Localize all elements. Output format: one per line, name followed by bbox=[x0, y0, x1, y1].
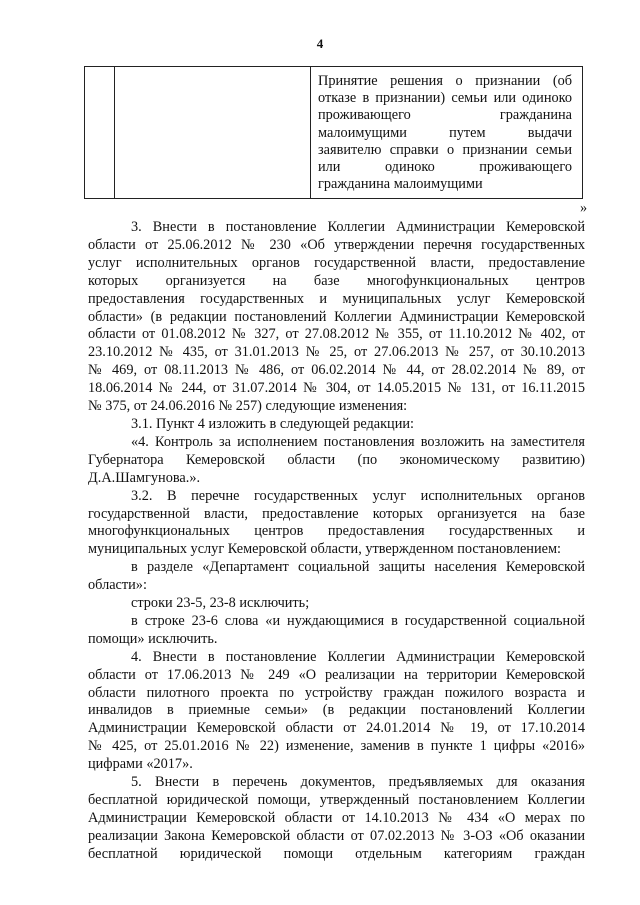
paragraph-line: области от 17.06.2013 № 249 «О реализации на территории Кемеровской bbox=[88, 666, 585, 683]
paragraph-line: Губернатора Кемеровской области (по экономическому развитию) bbox=[88, 451, 585, 468]
paragraph-line: области» (в редакции постановлений Коллегии Администрации Кемеровской bbox=[88, 308, 585, 325]
paragraph-line: инвалидов в приемные семьи» (в редакции постановлений Коллегии bbox=[88, 702, 585, 719]
table-text-line: отказе в признании) семьи или одиноко bbox=[318, 90, 572, 107]
paragraph-line: услуг исполнительных органов государственной власти, предоставление bbox=[88, 254, 585, 271]
paragraph-line: 3.1. Пункт 4 изложить в следующей редакции: bbox=[131, 415, 414, 432]
paragraph-line: в разделе «Департамент социальной защиты населения Кемеровской bbox=[131, 559, 585, 576]
paragraph-line: Администрации Кемеровской области от 14.10.2013 № 434 «О мерах по bbox=[88, 809, 585, 826]
table-text-line: гражданина малоимущими bbox=[318, 176, 483, 193]
table-row bbox=[85, 67, 583, 199]
paragraph-line: 5. Внести в перечень документов, предъявляемых для оказания bbox=[131, 774, 585, 791]
paragraph-line: области пилотного проекта по устройству граждан пожилого возраста и bbox=[88, 684, 585, 701]
paragraph-line: бесплатной юридической помощи отдельным категориям граждан bbox=[88, 845, 585, 862]
paragraph-line: которых организуется на базе многофункциональных центров bbox=[88, 272, 585, 289]
paragraph-line: 18.06.2014 № 244, от 31.07.2014 № 304, от 14.05.2015 № 131, от 16.11.2015 bbox=[88, 380, 585, 397]
table-cell-number bbox=[85, 67, 115, 199]
services-table bbox=[84, 66, 583, 199]
paragraph-line: реализации Закона Кемеровской области от 07.02.2013 № 3-ОЗ «Об оказании bbox=[88, 827, 585, 844]
closing-quote: » bbox=[580, 200, 588, 216]
paragraph-line: № 375, от 24.06.2016 № 257) следующие изменения: bbox=[88, 398, 408, 415]
paragraph-line: предоставления государственных и муниципальных услуг Кемеровской bbox=[88, 290, 585, 307]
paragraph-line: муниципальных услуг Кемеровской области, утвержденном постановлением: bbox=[88, 541, 561, 558]
table-text-line: или одиноко проживающего bbox=[318, 159, 572, 176]
paragraph-line: области»: bbox=[88, 577, 147, 594]
paragraph-line: государственной власти, предоставление которых организуется на базе bbox=[88, 505, 585, 522]
document-body bbox=[88, 219, 585, 864]
paragraph-line: № 469, от 08.11.2013 № 486, от 06.02.2014 № 44, от 28.02.2014 № 89, от bbox=[88, 362, 585, 379]
table-text-line: Принятие решения о признании (об bbox=[318, 73, 572, 89]
paragraph-line: № 425, от 25.01.2016 № 22) изменение, заменив в пункте 1 цифры «2016» bbox=[88, 738, 585, 755]
paragraph-line: 3. Внести в постановление Коллегии Администрации Кемеровской bbox=[131, 219, 585, 235]
table-text-line: проживающего гражданина bbox=[318, 107, 572, 124]
paragraph-line: помощи» исключить. bbox=[88, 630, 218, 647]
paragraph-line: области от 25.06.2012 № 230 «Об утверждении перечня государственных bbox=[88, 236, 585, 253]
paragraph-line: строки 23-5, 23-8 исключить; bbox=[131, 595, 310, 612]
paragraph-line: многофункциональных центров предоставления государственных и bbox=[88, 523, 585, 540]
table-cell-service-name bbox=[311, 67, 583, 199]
paragraph-line: 23.10.2012 № 435, от 31.01.2013 № 25, от 27.06.2013 № 257, от 30.10.2013 bbox=[88, 344, 585, 361]
paragraph-line: цифрами «2017». bbox=[88, 756, 193, 773]
paragraph-line: 3.2. В перечне государственных услуг исполнительных органов bbox=[131, 487, 585, 504]
paragraph-line: в строке 23-6 слова «и нуждающимися в государственной социальной bbox=[131, 612, 585, 629]
paragraph-line: Администрации Кемеровской области от 24.01.2014 № 19, от 17.10.2014 bbox=[88, 720, 585, 737]
paragraph-line: области от 01.08.2012 № 327, от 27.08.2012 № 355, от 11.10.2012 № 402, от bbox=[88, 326, 585, 343]
table-cell-code bbox=[115, 67, 311, 199]
table-text-line: малоимущими путем выдачи bbox=[318, 124, 572, 141]
table-text-line: заявителю справки о признании семьи bbox=[318, 141, 572, 158]
paragraph-line: бесплатной юридической помощи, утвержденный постановлением Коллегии bbox=[88, 792, 585, 808]
paragraph-line: «4. Контроль за исполнением постановления возложить на заместителя bbox=[131, 433, 585, 450]
paragraph-line: Д.А.Шамгунова.». bbox=[88, 469, 201, 486]
page-number: 4 bbox=[316, 36, 324, 51]
paragraph-line: 4. Внести в постановление Коллегии Администрации Кемеровской bbox=[131, 648, 585, 665]
